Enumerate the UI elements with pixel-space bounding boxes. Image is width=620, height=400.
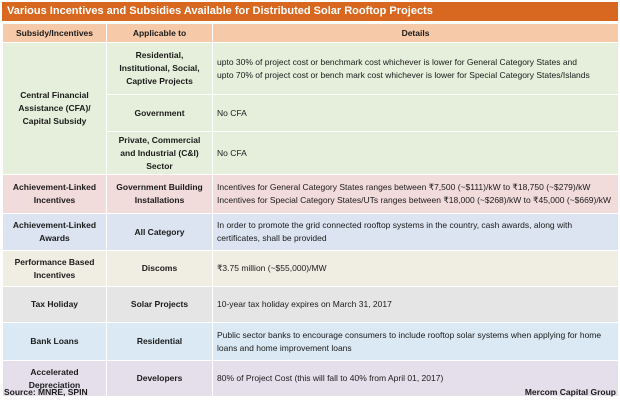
header-details: Details [213, 24, 619, 43]
details-cell [213, 175, 619, 214]
details-line: Incentives for Special Category States/UTs ranges between ₹18,000 (~$268)/kW to ₹45,000 (~$669)/kW [217, 195, 611, 205]
header-applicable: Applicable to [107, 24, 213, 43]
details-cell: No CFA [213, 132, 619, 175]
details-cell: ₹3.75 million (~$55,000)/MW [213, 251, 619, 287]
subsidy-cell: Achievement-Linked Incentives [3, 175, 107, 214]
subsidy-cell: Achievement-Linked Awards [3, 214, 107, 251]
table-header-row [3, 24, 619, 43]
applicable-cell: Residential [107, 323, 213, 361]
applicable-cell: Solar Projects [107, 287, 213, 323]
details-line: upto 30% of project cost or benchmark cost whichever is lower for General Category States and [217, 56, 578, 67]
details-cell: Public sector banks to encourage consumers to include rooftop solar systems when applying for home loans and home improvement loans [213, 323, 619, 361]
details-cell: 10-year tax holiday expires on March 31, 2017 [213, 287, 619, 323]
table-row [3, 175, 619, 214]
subsidy-cell: Tax Holiday [3, 287, 107, 323]
table-row [3, 251, 619, 287]
table-row [3, 43, 619, 95]
applicable-cell: Private, Commercial and Industrial (C&I) Sector [107, 132, 213, 175]
header-subsidy: Subsidy/Incentives [3, 24, 107, 43]
details-line: Incentives for General Category States ranges between ₹7,500 (~$111)/kW to ₹18,750 (~$279)/kW [217, 182, 591, 192]
page-title: Various Incentives and Subsidies Available for Distributed Solar Rooftop Projects [2, 2, 618, 21]
details-cell [213, 43, 619, 95]
incentives-table [2, 23, 619, 397]
table-row [3, 323, 619, 361]
subsidy-cell: Central Financial Assistance (CFA)/ Capital Subsidy [3, 43, 107, 175]
subsidy-cell: Performance Based Incentives [3, 251, 107, 287]
applicable-cell: Discoms [107, 251, 213, 287]
applicable-cell: Residential, Institutional, Social, Captive Projects [107, 43, 213, 95]
table-row [3, 214, 619, 251]
details-cell: 80% of Project Cost (this will fall to 40% from April 01, 2017) [213, 361, 619, 397]
details-cell: In order to promote the grid connected rooftop systems in the country, cash awards, along with certificates, shall be provided [213, 214, 619, 251]
source-note: Source: MNRE, SPIN [4, 387, 88, 397]
credit-note: Mercom Capital Group [524, 387, 616, 397]
applicable-cell: Developers [107, 361, 213, 397]
details-cell: No CFA [213, 95, 619, 132]
table-row [3, 287, 619, 323]
subsidy-cell: Bank Loans [3, 323, 107, 361]
details-line: upto 70% of project cost or bench mark cost whichever is lower for Special Category States/Islands [217, 69, 590, 80]
applicable-cell: Government Building Installations [107, 175, 213, 214]
applicable-cell: Government [107, 95, 213, 132]
subsidy-cell: Accelerated Depreciation [3, 361, 107, 397]
applicable-cell: All Category [107, 214, 213, 251]
